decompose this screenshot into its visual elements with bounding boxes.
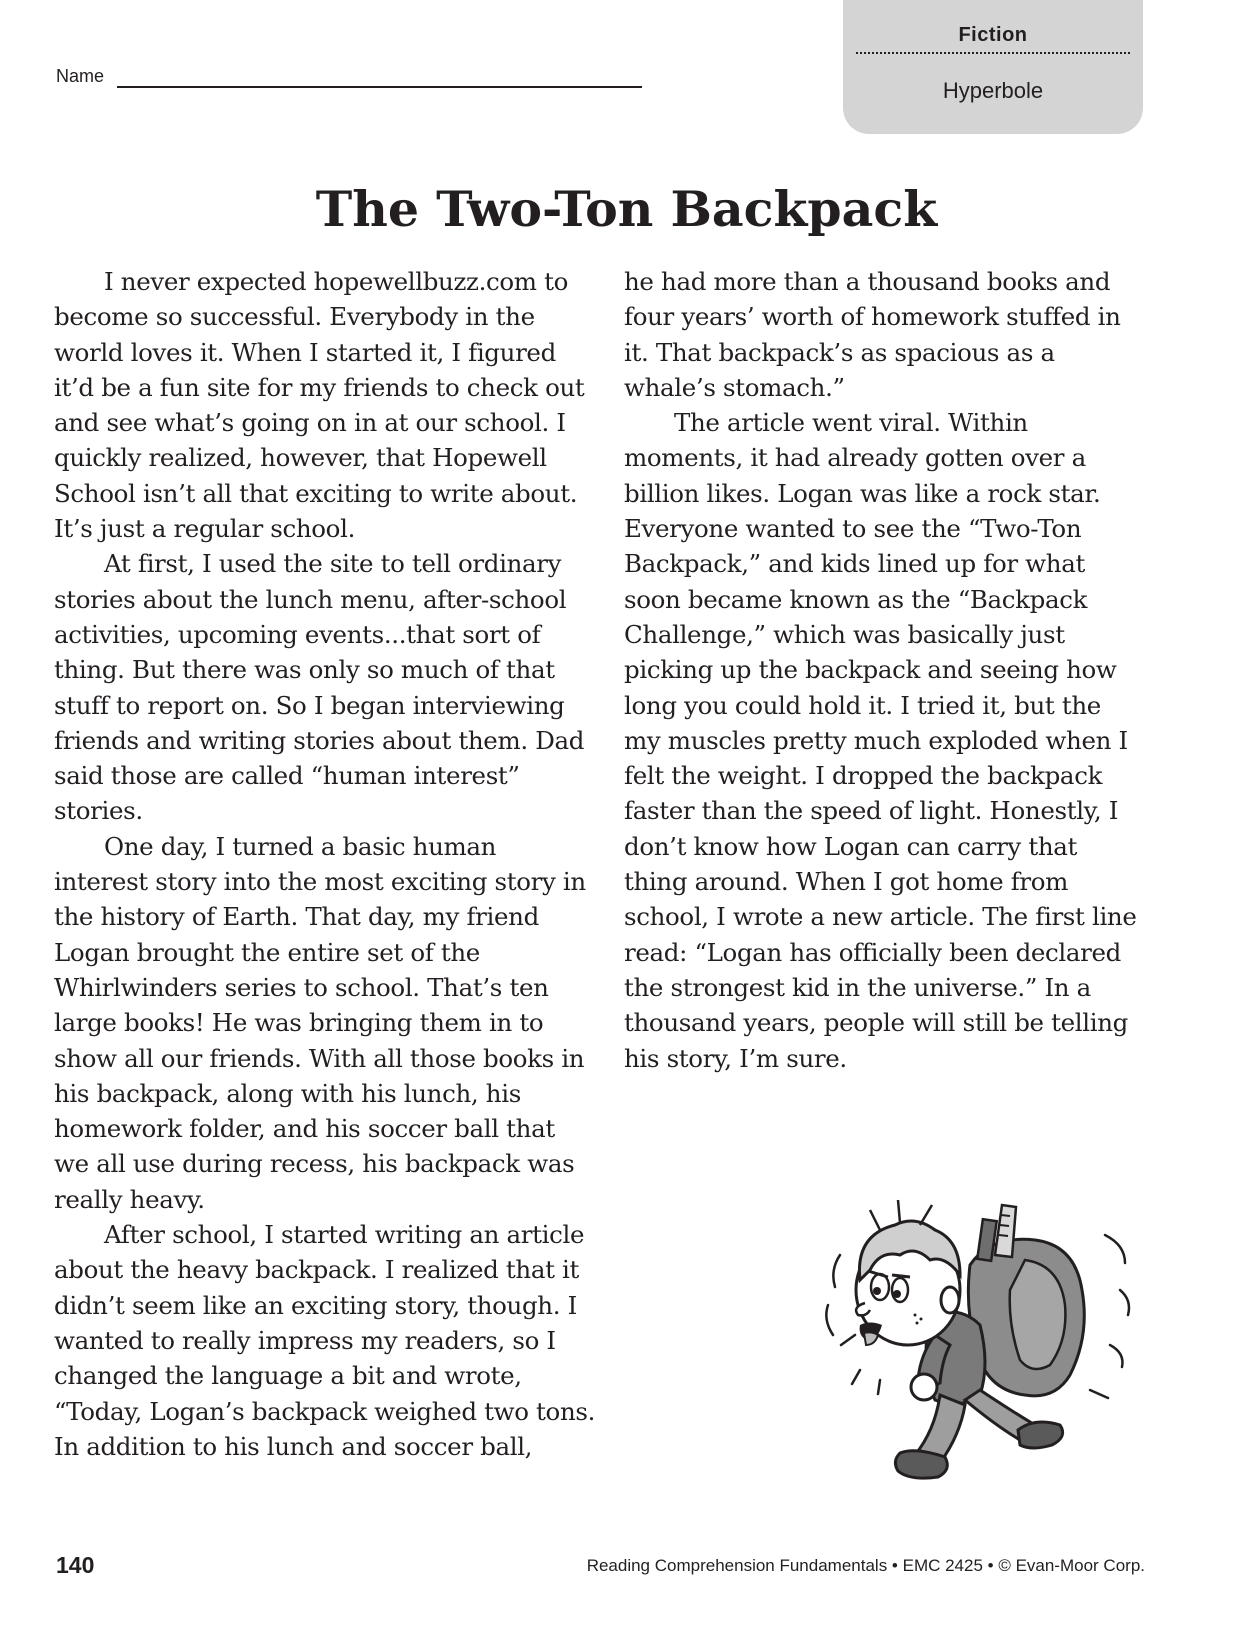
story-left-column <box>54 264 596 1464</box>
story-paragraph: The article went viral. Within moments, it had already gotten over a billion likes. Logan was like a rock star. Everyone wanted to see the “Two-Ton Backpack,” and kids lined up for what soon became known as the “Backpack Challenge,” which was basically just picking up the backpack and seeing how long you could hold it. I tried it, but the my muscles pretty much exploded when I felt the weight. I dropped the backpack faster than the speed of light. Honestly, I don’t know how Logan can carry that thing around. When I got home from school, I wrote a new article. The first line read: “Logan has officially been declared the strongest kid in the universe.” In a thousand years, people will still be telling his story, I’m sure. <box>624 408 1137 1073</box>
footer-credit: Reading Comprehension Fundamentals • EMC 2425 • © Evan-Moor Corp. <box>586 1556 1145 1575</box>
page-number: 140 <box>56 1552 95 1578</box>
story-paragraph-continued: he had more than a thousand books and four years’ worth of homework stuffed in it. That backpack’s as spacious as a whale’s stomach.” <box>624 267 1121 402</box>
skill-label: Hyperbole <box>942 78 1044 103</box>
name-line <box>117 86 642 88</box>
story-paragraph: I never expected hopewellbuzz.com to become so successful. Everybody in the world loves it. When I started it, I figured it’d be a fun site for my friends to check out and see what’s going on in at our school. I quickly realized, however, that Hopewell School isn’t all that exciting to write about. It’s just a regular school. <box>54 267 585 544</box>
story-paragraph: At first, I used the site to tell ordinary stories about the lunch menu, after-school activities, upcoming events...that sort of thing. But there was only so much of that stuff to report on. So I began interviewing friends and writing stories about them. Dad said those are called “human interest” stories. <box>54 549 585 826</box>
story-title: The Two-Ton Backpack <box>315 180 938 238</box>
name-label: Name <box>56 66 105 86</box>
story-paragraph: After school, I started writing an article about the heavy backpack. I realized that it didn’t seem like an exciting story, though. I wanted to really impress my readers, so I changed the language a bit and wrote, “Today, Logan’s backpack weighed two tons. In addition to his lunch and soccer ball, <box>54 1220 596 1461</box>
story-paragraph: One day, I turned a basic human interest story into the most exciting story in the history of Earth. That day, my friend Logan brought the entire set of the Whirlwinders series to school. That’s ten large books! He was bringing them in to show all our friends. With all those books in his backpack, along with his lunch, his homework folder, and his soccer ball that we all use during recess, his backpack was really heavy. <box>54 831 586 1214</box>
dotted-divider <box>856 52 1130 54</box>
boy-with-heavy-backpack-illustration <box>820 1195 1145 1490</box>
category-label: Fiction <box>958 24 1028 46</box>
story-right-column <box>624 264 1144 1076</box>
category-tab <box>843 0 1143 134</box>
